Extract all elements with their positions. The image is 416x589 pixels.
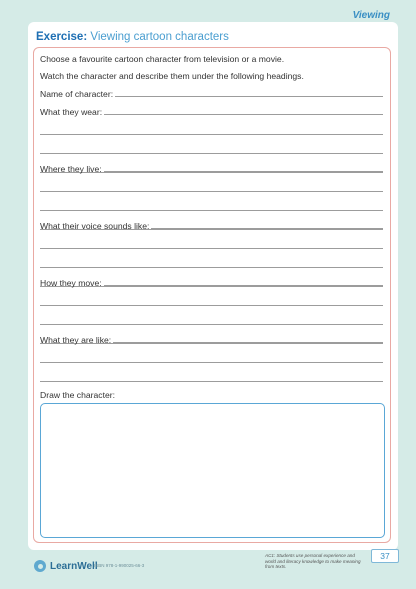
logo-icon bbox=[34, 560, 46, 572]
wear-field[interactable] bbox=[40, 107, 383, 117]
name-label: Name of character: bbox=[40, 89, 114, 99]
move-label: How they move: bbox=[40, 278, 102, 288]
brand-name: LearnWell bbox=[50, 560, 98, 572]
move-field[interactable] bbox=[40, 278, 383, 288]
answer-line bbox=[104, 171, 383, 172]
instruction-1: Choose a favourite cartoon character from television or a movie. bbox=[40, 54, 285, 64]
answer-line[interactable] bbox=[40, 362, 383, 363]
drawing-area[interactable] bbox=[40, 403, 385, 538]
like-field[interactable] bbox=[40, 335, 383, 345]
worksheet bbox=[28, 22, 398, 550]
exercise-title bbox=[36, 31, 229, 43]
section-tag: Viewing bbox=[352, 10, 390, 21]
isbn: ISBN 978-1-990025-66-3 bbox=[94, 563, 145, 568]
live-field[interactable] bbox=[40, 164, 383, 174]
exercise-label: Exercise: bbox=[36, 31, 88, 43]
answer-line[interactable] bbox=[40, 267, 383, 268]
answer-line bbox=[113, 342, 383, 343]
voice-field[interactable] bbox=[40, 221, 383, 231]
name-field[interactable] bbox=[40, 89, 383, 99]
learnwell-logo bbox=[34, 560, 98, 572]
page-footer bbox=[0, 552, 416, 589]
exercise-frame bbox=[33, 47, 391, 543]
answer-line[interactable] bbox=[40, 381, 383, 382]
wear-label: What they wear: bbox=[40, 107, 103, 117]
answer-line[interactable] bbox=[40, 324, 383, 325]
answer-line bbox=[104, 285, 383, 286]
answer-line[interactable] bbox=[40, 191, 383, 192]
voice-label: What their voice sounds like: bbox=[40, 221, 150, 231]
answer-line bbox=[115, 96, 383, 97]
page-number: 37 bbox=[371, 549, 399, 563]
answer-line[interactable] bbox=[40, 153, 383, 154]
instruction-2: Watch the character and describe them under the following headings. bbox=[40, 71, 304, 81]
answer-line[interactable] bbox=[40, 210, 383, 211]
answer-line bbox=[151, 228, 383, 229]
answer-line[interactable] bbox=[40, 134, 383, 135]
exercise-name: Viewing cartoon characters bbox=[90, 31, 229, 43]
answer-line[interactable] bbox=[40, 248, 383, 249]
curriculum-note: AC1: Students use personal experience and world and literacy knowledge to make meaning from texts. bbox=[265, 553, 361, 570]
draw-label: Draw the character: bbox=[40, 390, 115, 400]
answer-line[interactable] bbox=[40, 305, 383, 306]
live-label: Where they live: bbox=[40, 164, 102, 174]
answer-line bbox=[104, 114, 383, 115]
like-label: What they are like: bbox=[40, 335, 112, 345]
